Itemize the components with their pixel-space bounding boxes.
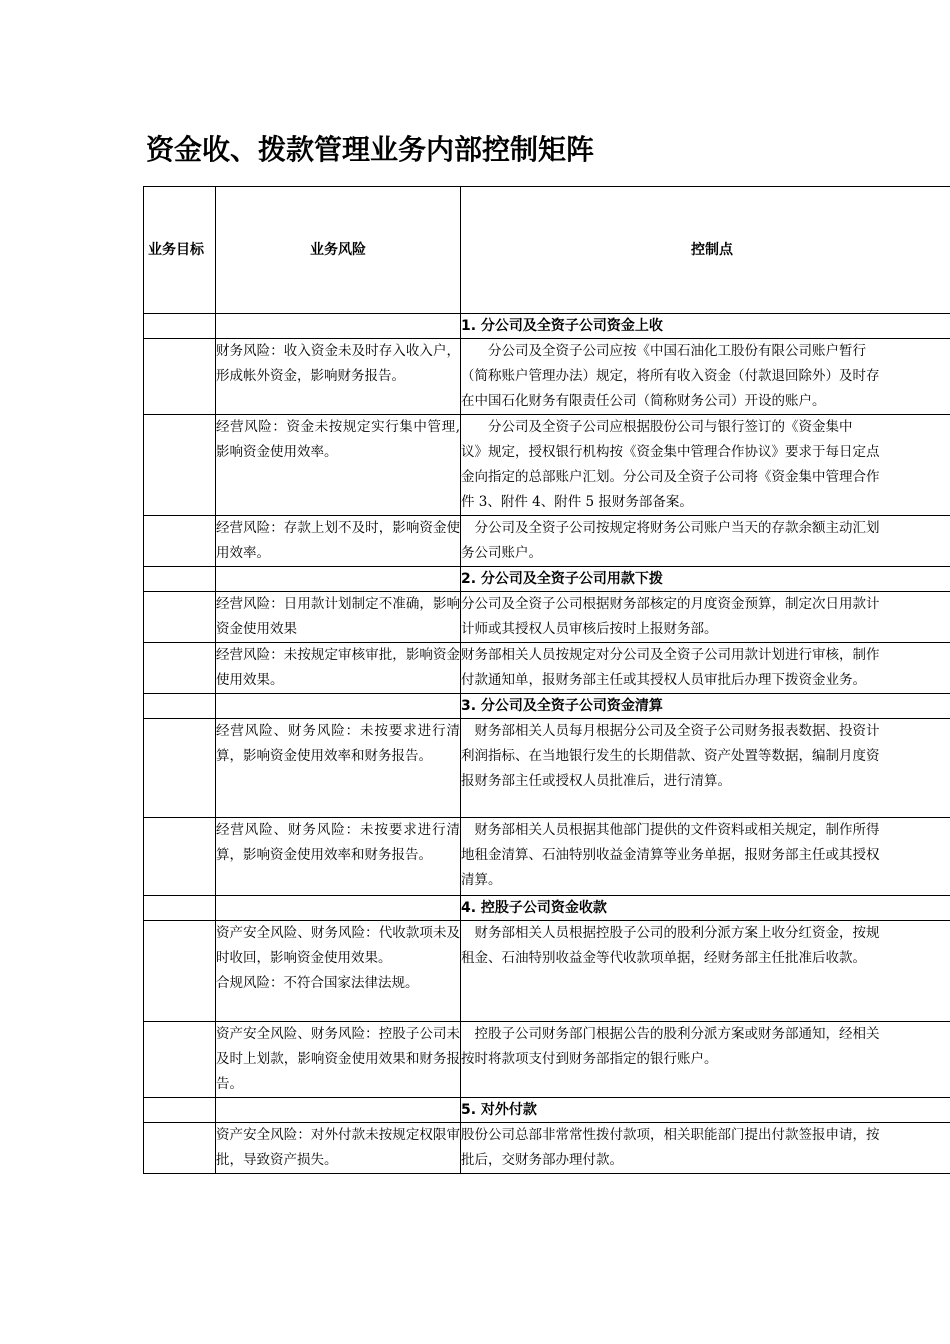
control-cell bbox=[461, 643, 950, 694]
goal-cell bbox=[144, 719, 216, 818]
table-row bbox=[144, 339, 950, 415]
section-row bbox=[144, 896, 950, 921]
table-row bbox=[144, 1022, 950, 1098]
goal-cell bbox=[144, 818, 216, 896]
section-title: 1. 分公司及全资子公司资金上收 bbox=[461, 314, 950, 339]
section-risk-cell bbox=[216, 694, 461, 719]
section-goal-cell bbox=[144, 694, 216, 719]
control-line: 分公司及全资子公司按规定将财务公司账户当天的存款余额主动汇划 bbox=[461, 520, 880, 536]
control-line: 地租金清算、石油特别收益金清算等业务单据，报财务部主任或其授权 bbox=[461, 847, 880, 863]
header-control: 控制点 bbox=[461, 187, 950, 314]
table-row bbox=[144, 592, 950, 643]
header-row bbox=[144, 187, 950, 314]
control-line: 控股子公司财务部门根据公告的股利分派方案或财务部通知，经相关 bbox=[461, 1026, 880, 1042]
risk-cell bbox=[216, 415, 461, 516]
section-row bbox=[144, 1098, 950, 1123]
control-cell bbox=[461, 1123, 950, 1174]
risk-text: 经营风险、财务风险：未按要求进行清算，影响资金使用效率和财务报告。 bbox=[216, 822, 460, 863]
goal-cell bbox=[144, 1022, 216, 1098]
risk-cell bbox=[216, 719, 461, 818]
risk-text: 资产安全风险：对外付款未按规定权限审批，导致资产损失。 bbox=[216, 1127, 460, 1168]
control-line: 在中国石化财务有限责任公司（简称财务公司）开设的账户。 bbox=[461, 393, 826, 409]
section-row bbox=[144, 567, 950, 592]
page-title: 资金收、拨款管理业务内部控制矩阵 bbox=[146, 133, 595, 166]
control-line: 利润指标、在当地银行发生的长期借款、资产处置等数据，编制月度资 bbox=[461, 748, 880, 764]
control-line: 清算。 bbox=[461, 872, 502, 888]
table-row bbox=[144, 643, 950, 694]
control-line: 议》规定，授权银行机构按《资金集中管理合作协议》要求于每日定点 bbox=[461, 444, 880, 460]
risk-cell bbox=[216, 339, 461, 415]
control-matrix-table bbox=[143, 186, 950, 1174]
control-line: 财务部相关人员每月根据分公司及全资子公司财务报表数据、投资计 bbox=[461, 723, 880, 739]
control-line: 件 3、附件 4、附件 5 报财务部备案。 bbox=[461, 494, 693, 510]
section-row bbox=[144, 314, 950, 339]
section-goal-cell bbox=[144, 314, 216, 339]
risk-cell bbox=[216, 1022, 461, 1098]
control-cell bbox=[461, 516, 950, 567]
control-line: 批后，交财务部办理付款。 bbox=[461, 1152, 623, 1168]
goal-cell bbox=[144, 339, 216, 415]
risk-cell bbox=[216, 643, 461, 694]
control-cell bbox=[461, 415, 950, 516]
section-goal-cell bbox=[144, 1098, 216, 1123]
section-risk-cell bbox=[216, 1098, 461, 1123]
control-line: 按时将款项支付到财务部指定的银行账户。 bbox=[461, 1051, 718, 1067]
control-line: 财务部相关人员根据其他部门提供的文件资料或相关规定，制作所得 bbox=[461, 822, 880, 838]
header-risk: 业务风险 bbox=[216, 187, 461, 314]
section-goal-cell bbox=[144, 896, 216, 921]
control-line: （简称账户管理办法）规定，将所有收入资金（付款退回除外）及时存 bbox=[461, 368, 880, 384]
control-line: 分公司及全资子公司应根据股份公司与银行签订的《资金集中 bbox=[461, 419, 853, 435]
section-title: 2. 分公司及全资子公司用款下拨 bbox=[461, 567, 950, 592]
risk-cell bbox=[216, 592, 461, 643]
goal-cell bbox=[144, 643, 216, 694]
control-cell bbox=[461, 719, 950, 818]
risk-text: 经营风险：资金未按规定实行集中管理,影响资金使用效率。 bbox=[216, 419, 460, 460]
goal-cell bbox=[144, 415, 216, 516]
risk-cell bbox=[216, 1123, 461, 1174]
section-row bbox=[144, 694, 950, 719]
goal-cell bbox=[144, 1123, 216, 1174]
control-line: 财务部相关人员按规定对分公司及全资子公司用款计划进行审核，制作 bbox=[461, 647, 880, 663]
control-line: 报财务部主任或授权人员批准后，进行清算。 bbox=[461, 773, 731, 789]
goal-cell bbox=[144, 516, 216, 567]
control-line: 分公司及全资子公司应按《中国石油化工股份有限公司账户暂行 bbox=[461, 343, 866, 359]
control-cell bbox=[461, 921, 950, 1022]
risk-text: 资产安全风险、财务风险：代收款项未及时收回，影响资金使用效果。 bbox=[216, 925, 460, 966]
risk-cell bbox=[216, 818, 461, 896]
control-cell bbox=[461, 818, 950, 896]
section-title: 5. 对外付款 bbox=[461, 1098, 950, 1123]
goal-cell bbox=[144, 592, 216, 643]
control-line: 金向指定的总部账户汇划。分公司及全资子公司将《资金集中管理合作 bbox=[461, 469, 880, 485]
table-row bbox=[144, 719, 950, 818]
control-line: 分公司及全资子公司根据财务部核定的月度资金预算，制定次日用款计 bbox=[461, 596, 880, 612]
header-goal: 业务目标 bbox=[144, 187, 216, 314]
control-line: 财务部相关人员根据控股子公司的股利分派方案上收分红资金，按规 bbox=[461, 925, 880, 941]
control-line: 租金、石油特别收益金等代收款项单据，经财务部主任批准后收款。 bbox=[461, 950, 866, 966]
risk-text: 资产安全风险、财务风险：控股子公司未及时上划款，影响资金使用效果和财务报告。 bbox=[216, 1026, 460, 1092]
risk-text: 经营风险、财务风险：未按要求进行清算，影响资金使用效率和财务报告。 bbox=[216, 723, 460, 764]
table-row bbox=[144, 516, 950, 567]
table-row bbox=[144, 1123, 950, 1174]
table-row bbox=[144, 818, 950, 896]
goal-cell bbox=[144, 921, 216, 1022]
control-cell bbox=[461, 1022, 950, 1098]
section-title: 4. 控股子公司资金收款 bbox=[461, 896, 950, 921]
risk-text-extra: 合规风险：不符合国家法律法规。 bbox=[216, 975, 419, 991]
control-line: 务公司账户。 bbox=[461, 545, 542, 561]
section-risk-cell bbox=[216, 314, 461, 339]
section-risk-cell bbox=[216, 896, 461, 921]
risk-text: 经营风险：存款上划不及时，影响资金使用效率。 bbox=[216, 520, 460, 561]
risk-text: 经营风险：日用款计划制定不准确，影响资金使用效果 bbox=[216, 596, 460, 637]
control-line: 付款通知单，报财务部主任或其授权人员审批后办理下拨资金业务。 bbox=[461, 672, 866, 688]
control-line: 计师或其授权人员审核后按时上报财务部。 bbox=[461, 621, 718, 637]
section-risk-cell bbox=[216, 567, 461, 592]
risk-text: 经营风险：未按规定审核审批，影响资金使用效果。 bbox=[216, 647, 460, 688]
risk-text: 财务风险：收入资金未及时存入收入户，形成帐外资金，影响财务报告。 bbox=[216, 343, 460, 384]
table-row bbox=[144, 921, 950, 1022]
risk-cell bbox=[216, 921, 461, 1022]
control-cell bbox=[461, 592, 950, 643]
table-row bbox=[144, 415, 950, 516]
risk-cell bbox=[216, 516, 461, 567]
control-cell bbox=[461, 339, 950, 415]
section-title: 3. 分公司及全资子公司资金清算 bbox=[461, 694, 950, 719]
section-goal-cell bbox=[144, 567, 216, 592]
control-line: 股份公司总部非常常性拨付款项，相关职能部门提出付款签报申请，按 bbox=[461, 1127, 880, 1143]
